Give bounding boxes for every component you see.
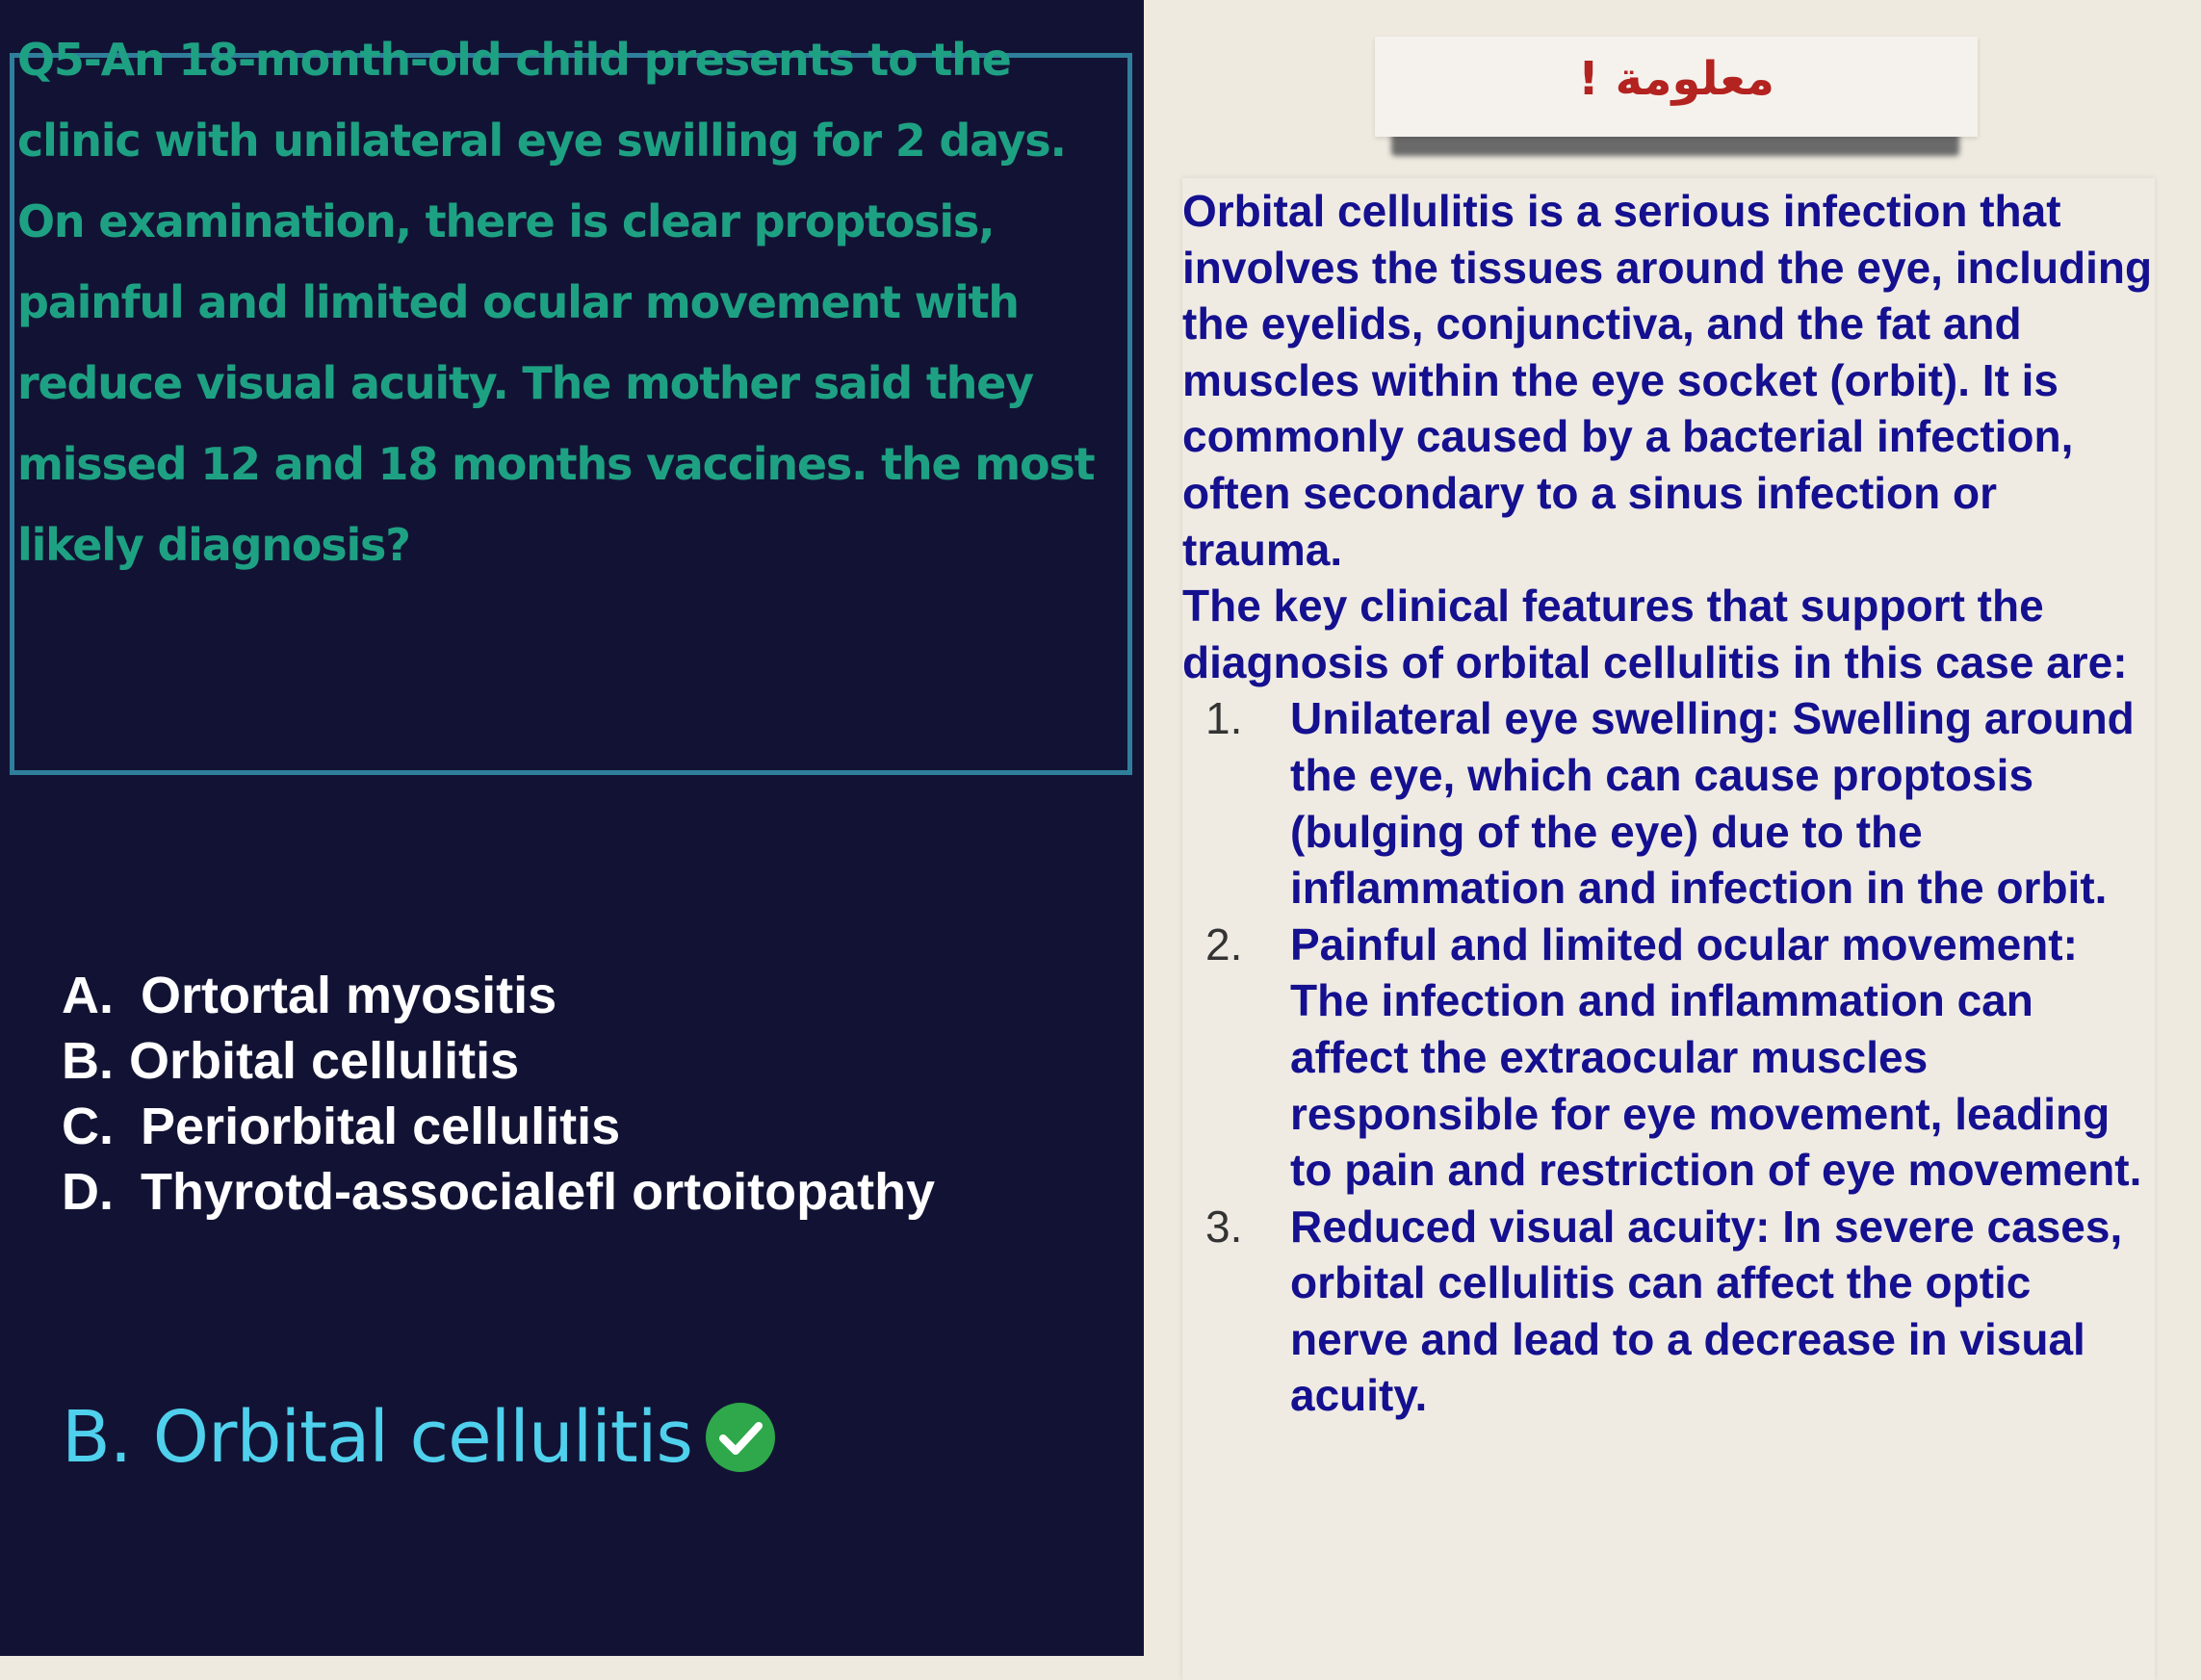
option-letter: C. [62,1098,114,1155]
key-features-list [1182,690,2160,1424]
list-item-text: Reduced visual acuity: In severe cases, orbital cellulitis can affect the optic nerve and lead to a decrease in visual acuity. [1290,1201,2123,1421]
option-text: Periorbital cellulitis [141,1098,621,1155]
option-letter: A. [62,967,114,1024]
list-item [1182,917,2160,1199]
question-text: Q5-An 18-month-old child presents to the clinic with unilateral eye swilling for 2 days. On examination, there is clear proptosis, painful and limited ocular movement with reduce visual acuity. The mother said they missed 12 and 18 months vaccines. the most likely diagnosis? [17,34,1095,571]
correct-answer-text: B. Orbital cellulitis [62,1396,692,1479]
option-text: Ortortal myositis [141,967,557,1024]
option-text: Thyrotd-associalefl ortoitopathy [141,1163,936,1221]
option-c[interactable] [62,1094,1121,1159]
list-number: 1. [1205,693,1243,744]
list-number: 3. [1205,1201,1243,1252]
info-paragraph-2: The key clinical features that support the diagnosis of orbital cellulitis in this case are: [1182,581,2128,687]
option-b[interactable] [62,1028,1121,1094]
list-item [1182,690,2160,916]
correct-answer [62,1394,777,1481]
list-number: 2. [1205,918,1243,969]
option-text: Orbital cellulitis [129,1032,520,1090]
info-title-tape [1375,37,1978,137]
option-letter: D. [62,1163,114,1221]
check-circle-icon [704,1401,777,1474]
answer-options [62,963,1121,1225]
option-letter: B. [62,1032,114,1090]
list-item [1182,1199,2160,1424]
list-item-text: Unilateral eye swelling: Swelling around the eye, which can cause proptosis (bulging of the eye) due to the inflammation and infection in the orbit. [1290,693,2135,914]
info-paragraph-1: Orbital cellulitis is a serious infection that involves the tissues around the eye, including the eyelids, conjunctiva, and the fat and muscles within the eye socket (orbit). It is commonly caused by a bacterial infection, often secondary to a sinus infection or trauma. [1182,186,2153,575]
info-title: معلومة ! [1578,52,1774,106]
list-item-text: Painful and limited ocular movement: The infection and inflammation can affect the extraocular muscles responsible for eye movement, leading to pain and restriction of eye movement. [1290,918,2142,1196]
option-a[interactable] [62,963,1121,1028]
info-card-text [1182,183,2160,1424]
option-d[interactable] [62,1159,1121,1225]
